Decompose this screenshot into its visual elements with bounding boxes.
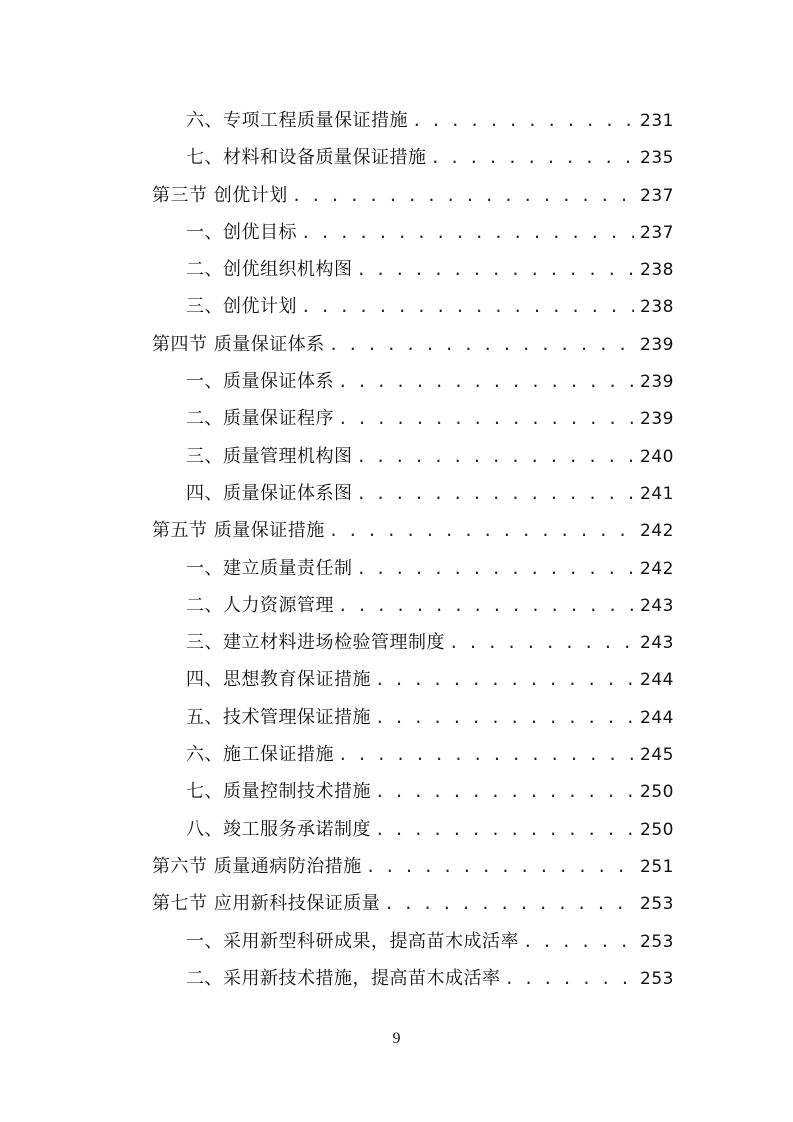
toc-dot-leader xyxy=(366,848,634,885)
toc-subsection-entry[interactable] xyxy=(152,624,674,661)
toc-entry-title: 六、施工保证措施 xyxy=(186,744,334,766)
toc-dot-leader xyxy=(431,139,635,176)
toc-entry-page: 238 xyxy=(640,260,674,281)
toc-dot-leader xyxy=(301,214,634,251)
toc-entry-title: 二、质量保证程序 xyxy=(186,408,334,430)
toc-entry-page: 253 xyxy=(640,968,674,989)
toc-entry-page: 250 xyxy=(640,782,674,803)
toc-entry-page: 235 xyxy=(640,148,674,169)
toc-dot-leader xyxy=(375,811,634,848)
toc-entry-page: 239 xyxy=(640,409,674,430)
toc-entry-title: 一、采用新型科研成果，提高苗木成活率 xyxy=(186,930,519,952)
toc-entry-title: 第三节 创优计划 xyxy=(152,184,288,206)
page-number: 9 xyxy=(392,1030,401,1047)
toc-dot-leader xyxy=(357,550,635,587)
toc-entry-page: 239 xyxy=(640,334,674,355)
toc-dot-leader xyxy=(338,736,634,773)
toc-subsection-entry[interactable] xyxy=(152,773,674,810)
toc-entry-page: 241 xyxy=(640,483,674,504)
toc-entry-page: 245 xyxy=(640,745,674,766)
toc-dot-leader xyxy=(449,624,634,661)
toc-entry-page: 253 xyxy=(640,931,674,952)
toc-entry-title: 第七节 应用新科技保证质量 xyxy=(152,893,381,915)
toc-entry-title: 三、创优计划 xyxy=(186,296,297,318)
toc-entry-page: 238 xyxy=(640,297,674,318)
toc-subsection-entry[interactable] xyxy=(152,214,674,251)
toc-dot-leader xyxy=(292,177,634,214)
toc-entry-page: 243 xyxy=(640,595,674,616)
toc-subsection-entry[interactable] xyxy=(152,736,674,773)
toc-subsection-entry[interactable] xyxy=(152,475,674,512)
toc-entry-title: 七、质量控制技术措施 xyxy=(186,781,371,803)
toc-dot-leader xyxy=(338,400,634,437)
toc-subsection-entry[interactable] xyxy=(152,102,674,139)
toc-dot-leader xyxy=(412,102,634,139)
toc-dot-leader xyxy=(357,438,635,475)
toc-entry-page: 242 xyxy=(640,558,674,579)
toc-dot-leader xyxy=(357,475,635,512)
toc-dot-leader xyxy=(329,512,634,549)
toc-entry-page: 250 xyxy=(640,819,674,840)
toc-subsection-entry[interactable] xyxy=(152,550,674,587)
toc-dot-leader xyxy=(357,251,635,288)
toc-dot-leader xyxy=(523,923,634,960)
toc-dot-leader xyxy=(375,661,634,698)
toc-entry-title: 五、技术管理保证措施 xyxy=(186,706,371,728)
toc-subsection-entry[interactable] xyxy=(152,363,674,400)
toc-entry-title: 第六节 质量通病防治措施 xyxy=(152,855,362,877)
toc-entry-page: 239 xyxy=(640,372,674,393)
toc-entry-page: 237 xyxy=(640,185,674,206)
toc-entry-page: 240 xyxy=(640,446,674,467)
toc-subsection-entry[interactable] xyxy=(152,438,674,475)
toc-dot-leader xyxy=(375,699,634,736)
toc-entry-title: 八、竣工服务承诺制度 xyxy=(186,818,371,840)
toc-section-entry[interactable] xyxy=(152,885,674,922)
toc-subsection-entry[interactable] xyxy=(152,288,674,325)
toc-section-entry[interactable] xyxy=(152,848,674,885)
table-of-contents xyxy=(152,102,674,997)
toc-section-entry[interactable] xyxy=(152,177,674,214)
toc-entry-page: 244 xyxy=(640,707,674,728)
toc-subsection-entry[interactable] xyxy=(152,699,674,736)
toc-entry-title: 二、采用新技术措施，提高苗木成活率 xyxy=(186,967,501,989)
toc-subsection-entry[interactable] xyxy=(152,251,674,288)
toc-entry-title: 三、质量管理机构图 xyxy=(186,445,353,467)
toc-section-entry[interactable] xyxy=(152,512,674,549)
toc-subsection-entry[interactable] xyxy=(152,923,674,960)
toc-entry-page: 231 xyxy=(640,111,674,131)
toc-entry-page: 251 xyxy=(640,856,674,877)
toc-entry-title: 一、质量保证体系 xyxy=(186,371,334,393)
toc-subsection-entry[interactable] xyxy=(152,960,674,997)
toc-dot-leader xyxy=(338,587,634,624)
toc-entry-page: 244 xyxy=(640,670,674,691)
toc-entry-title: 四、质量保证体系图 xyxy=(186,482,353,504)
toc-entry-page: 253 xyxy=(640,894,674,915)
toc-entry-title: 四、思想教育保证措施 xyxy=(186,669,371,691)
toc-entry-page: 243 xyxy=(640,633,674,654)
toc-subsection-entry[interactable] xyxy=(152,811,674,848)
toc-entry-title: 六、专项工程质量保证措施 xyxy=(186,110,408,131)
toc-entry-page: 237 xyxy=(640,222,674,243)
toc-entry-title: 七、材料和设备质量保证措施 xyxy=(186,147,427,169)
toc-dot-leader xyxy=(301,288,634,325)
toc-entry-title: 第四节 质量保证体系 xyxy=(152,333,325,355)
toc-entry-title: 一、建立质量责任制 xyxy=(186,557,353,579)
toc-dot-leader xyxy=(375,773,634,810)
toc-dot-leader xyxy=(329,326,634,363)
toc-subsection-entry[interactable] xyxy=(152,587,674,624)
toc-subsection-entry[interactable] xyxy=(152,661,674,698)
toc-entry-title: 一、创优目标 xyxy=(186,221,297,243)
toc-dot-leader xyxy=(338,363,634,400)
toc-entry-page: 242 xyxy=(640,521,674,542)
toc-subsection-entry[interactable] xyxy=(152,400,674,437)
toc-entry-title: 三、建立材料进场检验管理制度 xyxy=(186,632,445,654)
toc-entry-title: 二、创优组织机构图 xyxy=(186,259,353,281)
toc-dot-leader xyxy=(384,885,634,922)
toc-section-entry[interactable] xyxy=(152,326,674,363)
toc-dot-leader xyxy=(505,960,635,997)
toc-entry-title: 二、人力资源管理 xyxy=(186,594,334,616)
toc-entry-title: 第五节 质量保证措施 xyxy=(152,520,325,542)
toc-subsection-entry[interactable] xyxy=(152,139,674,176)
